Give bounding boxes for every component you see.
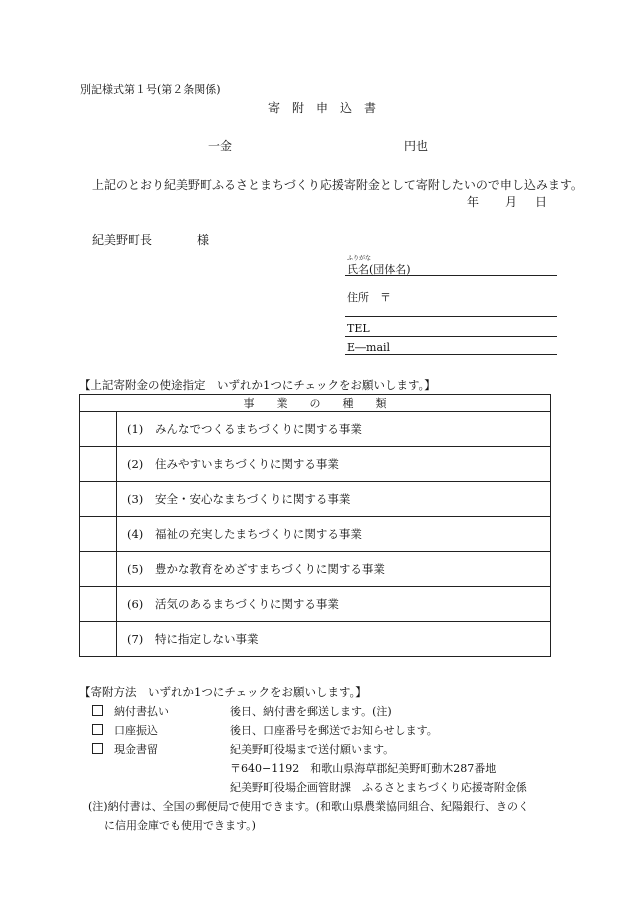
use-num-1: (1) [127, 422, 144, 436]
use-num-7: (7) [127, 632, 144, 646]
use-row-2[interactable] [80, 447, 551, 482]
office-department: 紀美野町役場企画管財課 ふるさとまちづくり応援寄附金係 [230, 781, 527, 794]
use-table-header: 事 業 の 種 類 [80, 395, 551, 412]
form-number: 別記様式第１号(第２条関係) [80, 83, 221, 96]
use-label-7: 特に指定しない事業 [155, 632, 259, 646]
payment-method-1-desc: 後日、納付書を郵送します。(注) [230, 705, 392, 718]
use-label-1: みんなでつくるまちづくりに関する事業 [155, 422, 362, 436]
use-num-6: (6) [127, 597, 144, 611]
name-field-line[interactable] [345, 275, 557, 276]
name-label: 氏名(団体名) [347, 263, 411, 276]
use-label-6: 活気のあるまちづくりに関する事業 [155, 597, 339, 611]
email-label: E―mail [347, 341, 391, 354]
use-checkbox-5[interactable] [80, 552, 117, 587]
payment-section-heading: 【寄附方法 いずれか1つにチェックをお願いします。】 [79, 685, 367, 699]
use-checkbox-7[interactable] [80, 622, 117, 657]
address-field-line[interactable] [345, 316, 557, 317]
amount-prefix: 一金 [208, 139, 233, 153]
use-table [79, 394, 551, 657]
payment-checkbox-3[interactable] [92, 743, 103, 754]
page-title: 寄 附 申 込 書 [268, 101, 377, 115]
payment-method-2-label: 口座振込 [114, 724, 158, 737]
amount-suffix: 円也 [404, 139, 429, 153]
use-checkbox-2[interactable] [80, 447, 117, 482]
payment-method-3-label: 現金書留 [114, 743, 158, 756]
use-num-3: (3) [127, 492, 144, 506]
office-address: 〒640−1192 和歌山県海草郡紀美野町動木287番地 [230, 762, 497, 775]
use-checkbox-4[interactable] [80, 517, 117, 552]
use-row-6[interactable] [80, 587, 551, 622]
use-row-4[interactable] [80, 517, 551, 552]
payment-method-2-desc: 後日、口座番号を郵送でお知らせします。 [230, 724, 438, 737]
addressee-honorific: 様 [197, 233, 210, 247]
tel-label: TEL [347, 322, 370, 335]
note-line-1: (注)納付書は、全国の郵便局で使用できます。(和歌山県農業協同組合、紀陽銀行、きのく [88, 800, 529, 813]
use-row-7[interactable] [80, 622, 551, 657]
tel-field-line[interactable] [345, 336, 557, 337]
address-label: 住所 〒 [347, 291, 391, 304]
use-num-4: (4) [127, 527, 144, 541]
payment-method-3-desc: 紀美野町役場まで送付願います。 [230, 743, 395, 756]
payment-method-1-label: 納付書払い [114, 705, 169, 718]
use-label-3: 安全・安心なまちづくりに関する事業 [155, 492, 351, 506]
use-row-5[interactable] [80, 552, 551, 587]
use-checkbox-6[interactable] [80, 587, 117, 622]
statement-text: 上記のとおり紀美野町ふるさとまちづくり応援寄附金として寄附したいので申し込みます。 [92, 178, 583, 192]
date-year: 年 [467, 195, 480, 209]
note-line-2: に信用金庫でも使用できます。) [104, 819, 256, 832]
furigana-label: ふりがな [347, 255, 372, 262]
use-section-heading: 【上記寄附金の使途指定 いずれか1つにチェックをお願いします。】 [79, 378, 436, 392]
payment-checkbox-1[interactable] [92, 705, 103, 716]
use-label-4: 福祉の充実したまちづくりに関する事業 [155, 527, 362, 541]
use-num-5: (5) [127, 562, 144, 576]
use-label-2: 住みやすいまちづくりに関する事業 [155, 457, 339, 471]
use-checkbox-3[interactable] [80, 482, 117, 517]
payment-checkbox-2[interactable] [92, 724, 103, 735]
use-checkbox-1[interactable] [80, 412, 117, 447]
use-num-2: (2) [127, 457, 144, 471]
use-label-5: 豊かな教育をめざすまちづくりに関する事業 [155, 562, 385, 576]
date-day: 日 [535, 195, 548, 209]
addressee-name: 紀美野町長 [92, 233, 153, 247]
email-field-line[interactable] [345, 354, 557, 355]
use-row-1[interactable] [80, 412, 551, 447]
date-month: 月 [505, 195, 518, 209]
use-row-3[interactable] [80, 482, 551, 517]
